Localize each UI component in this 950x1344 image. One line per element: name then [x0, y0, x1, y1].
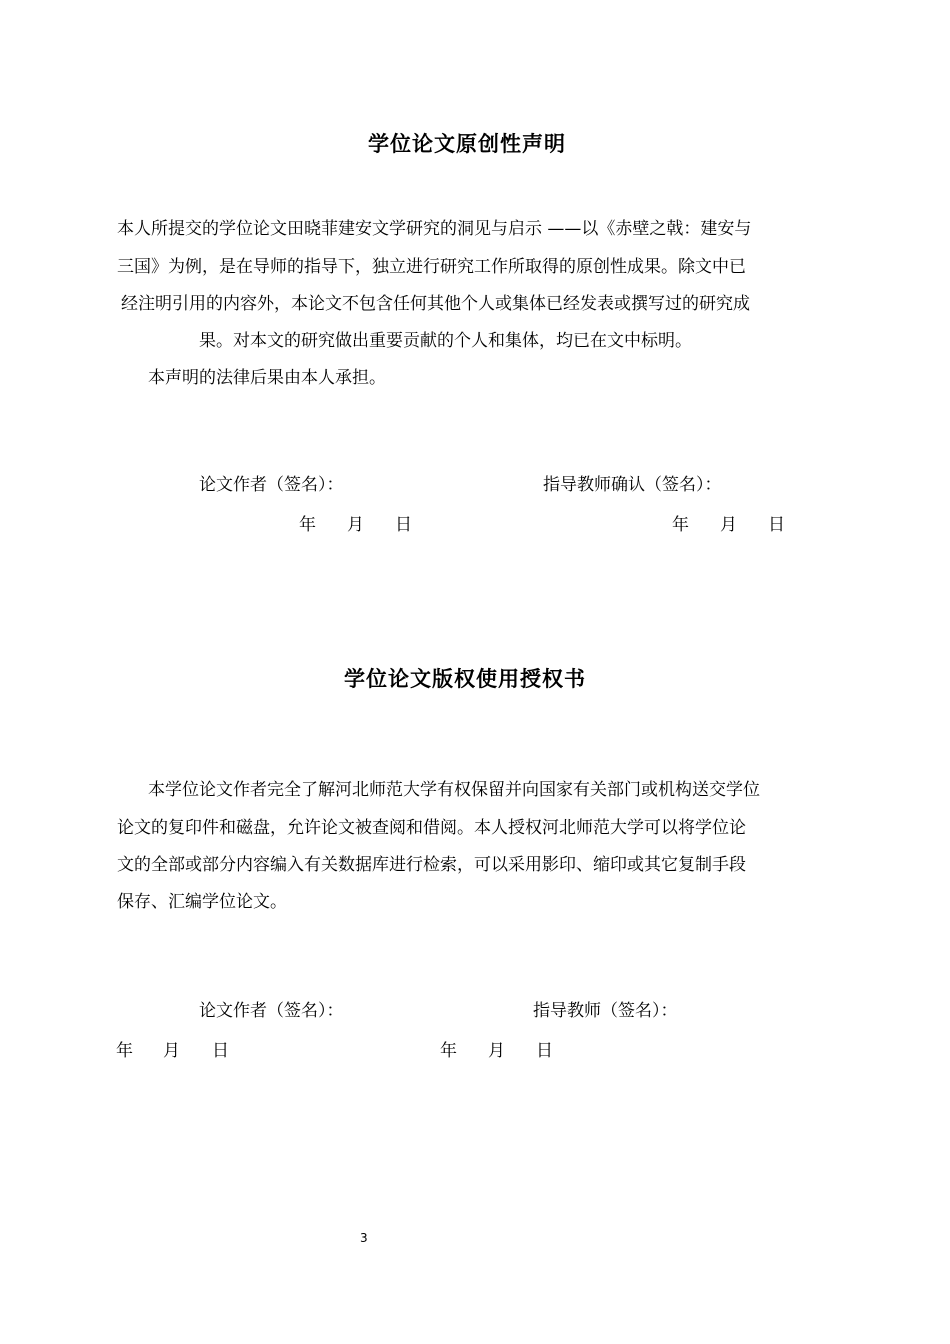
declaration-author-date-month: 月: [347, 515, 364, 535]
authorization-advisor-date-year: 年: [440, 1041, 457, 1061]
declaration-advisor-date-month: 月: [720, 515, 737, 535]
declaration-author-date-day: 日: [395, 515, 412, 535]
declaration-title: 学位论文原创性声明: [368, 132, 566, 156]
declaration-line-1: 本人所提交的学位论文田晓菲建安文学研究的洞见与启示 ——以《赤壁之戟：建安与: [117, 219, 752, 239]
declaration-author-signature-label: 论文作者（签名）：: [199, 475, 344, 495]
page-number: 3: [360, 1231, 368, 1245]
declaration-line-3: 经注明引用的内容外，本论文不包含任何其他个人或集体已经发表或撰写过的研究成: [121, 294, 750, 314]
authorization-advisor-date-day: 日: [536, 1041, 553, 1061]
authorization-author-date-day: 日: [212, 1041, 229, 1061]
authorization-author-date-year: 年: [116, 1041, 133, 1061]
authorization-line-4: 保存、汇编学位论文。: [117, 892, 287, 912]
declaration-line-2: 三国》为例，是在导师的指导下，独立进行研究工作所取得的原创性成果。除文中已: [117, 257, 746, 277]
authorization-advisor-signature-label: 指导教师（签名）：: [533, 1001, 678, 1021]
declaration-advisor-date-year: 年: [672, 515, 689, 535]
declaration-line-5: 本声明的法律后果由本人承担。: [148, 368, 386, 388]
declaration-advisor-signature-label: 指导教师确认（签名）：: [543, 475, 722, 495]
authorization-line-1: 本学位论文作者完全了解河北师范大学有权保留并向国家有关部门或机构送交学位: [148, 780, 760, 800]
authorization-author-signature-label: 论文作者（签名）：: [199, 1001, 344, 1021]
authorization-line-3: 文的全部或部分内容编入有关数据库进行检索，可以采用影印、缩印或其它复制手段: [117, 855, 746, 875]
authorization-advisor-date-month: 月: [488, 1041, 505, 1061]
authorization-title: 学位论文版权使用授权书: [344, 667, 586, 691]
declaration-advisor-date-day: 日: [768, 515, 785, 535]
declaration-line-4: 果。对本文的研究做出重要贡献的个人和集体，均已在文中标明。: [199, 331, 692, 351]
declaration-author-date-year: 年: [299, 515, 316, 535]
authorization-line-2: 论文的复印件和磁盘，允许论文被查阅和借阅。本人授权河北师范大学可以将学位论: [117, 818, 746, 838]
authorization-author-date-month: 月: [163, 1041, 180, 1061]
